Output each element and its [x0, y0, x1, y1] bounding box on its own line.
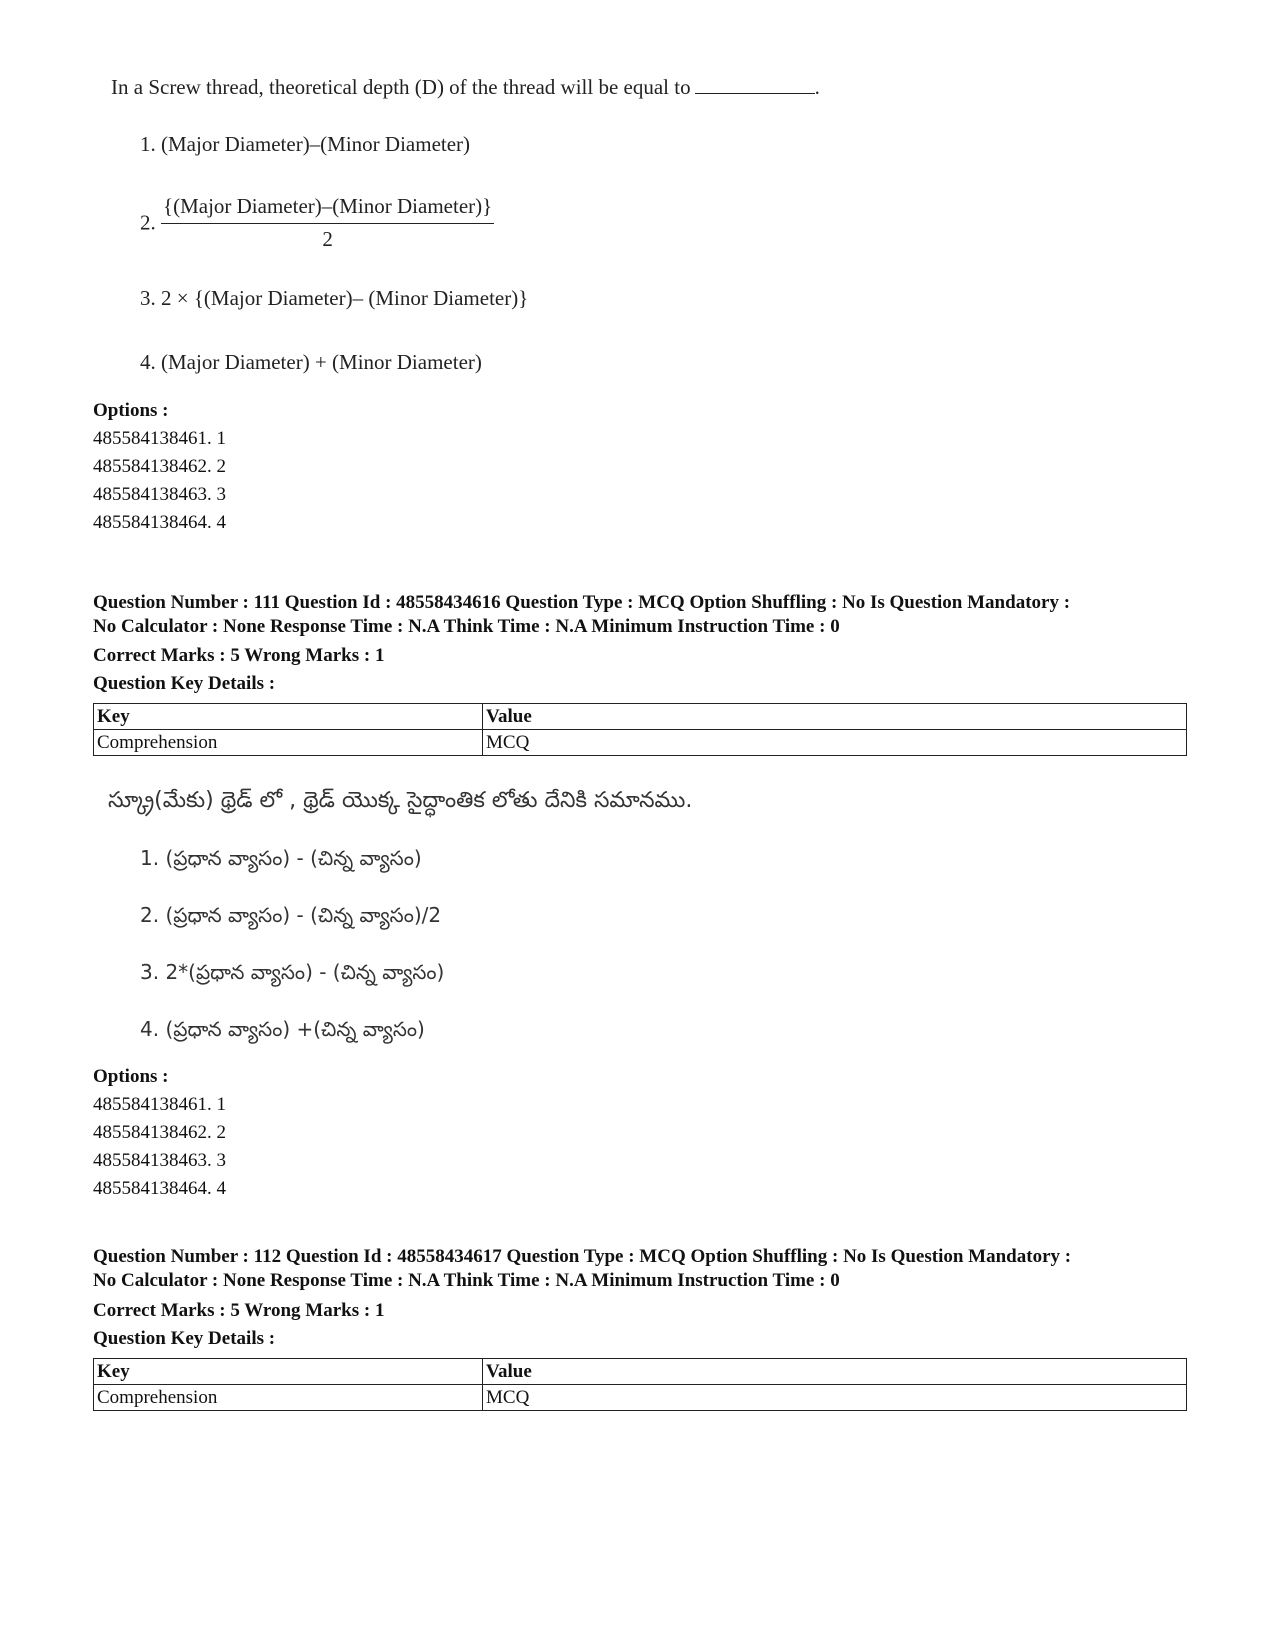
formula-option-3: 3. 2 × {(Major Diameter)– (Minor Diameter)} — [140, 286, 529, 310]
marks-111: Correct Marks : 5 Wrong Marks : 1 — [93, 645, 385, 666]
option-id-2: 485584138462. 2 — [93, 1122, 226, 1143]
table-header-value: Value — [483, 704, 1187, 730]
table-header-key: Key — [94, 704, 483, 730]
key-details-label-111: Question Key Details : — [93, 673, 276, 694]
key-details-table-112 — [93, 1358, 1187, 1411]
formula-option-1: 1. (Major Diameter)–(Minor Diameter) — [140, 132, 471, 156]
marks-112: Correct Marks : 5 Wrong Marks : 1 — [93, 1300, 385, 1321]
key-details-table-111 — [93, 703, 1187, 756]
key-details-label-112: Question Key Details : — [93, 1328, 276, 1349]
table-cell-key: Comprehension — [94, 730, 483, 756]
table-cell-value: MCQ — [483, 730, 1187, 756]
fraction: $\frac{\text{\{(Major Diameter)–(Minor Diameter)\}}}{2}$ — [163, 194, 493, 251]
options-label: Options : — [93, 400, 169, 421]
option-id-1: 485584138461. 1 — [93, 428, 226, 449]
option-id-1: 485584138461. 1 — [93, 1094, 226, 1115]
question-meta-111: Question Number : 111 Question Id : 48558434616 Question Type : MCQ Option Shuffling : No Is Question Mandatory : No Calculator : None Response Time : N.A Think Time : N.A Minimum Instruction Time : 0 — [93, 592, 1071, 637]
option-id-3: 485584138463. 3 — [93, 484, 226, 505]
formula-option-2: 2. $\frac{\text{\{(Major Diameter)–(Minor Diameter)\}}}{2}$ — [140, 194, 493, 251]
table-row — [94, 730, 1187, 756]
table-header-value: Value — [483, 1359, 1187, 1385]
telugu-option-1: 1. (ప్రధాన వ్యాసం) - (చిన్న వ్యాసం) — [140, 846, 422, 870]
option-id-2: 485584138462. 2 — [93, 456, 226, 477]
answer-blank — [695, 75, 815, 94]
telugu-question-text: స్క్రూ(మేకు) థ్రెడ్ లో , థ్రెడ్ యొక్క సైద్ధాంతిక లోతు దేనికి సమానము. — [108, 788, 693, 813]
option-id-3: 485584138463. 3 — [93, 1150, 226, 1171]
option-id-4: 485584138464. 4 — [93, 512, 226, 533]
telugu-option-4: 4. (ప్రధాన వ్యాసం) +(చిన్న వ్యాసం) — [140, 1017, 425, 1041]
formula-option-4: 4. (Major Diameter) + (Minor Diameter) — [140, 350, 482, 374]
question-text: In a Screw thread, theoretical depth (D) of the thread will be equal to . — [111, 75, 820, 99]
table-cell-value: MCQ — [483, 1385, 1187, 1411]
table-header-key: Key — [94, 1359, 483, 1385]
table-row — [94, 1385, 1187, 1411]
option-id-4: 485584138464. 4 — [93, 1178, 226, 1199]
options-label: Options : — [93, 1066, 169, 1087]
telugu-option-2: 2. (ప్రధాన వ్యాసం) - (చిన్న వ్యాసం)/2 — [140, 903, 442, 927]
table-header-row — [94, 1359, 1187, 1385]
question-meta-112: Question Number : 112 Question Id : 48558434617 Question Type : MCQ Option Shuffling : No Is Question Mandatory : No Calculator : None Response Time : N.A Think Time : N.A Minimum Instruction Time : 0 — [93, 1246, 1072, 1291]
telugu-option-3: 3. 2*(ప్రధాన వ్యాసం) - (చిన్న వ్యాసం) — [140, 960, 445, 984]
table-header-row — [94, 704, 1187, 730]
table-cell-key: Comprehension — [94, 1385, 483, 1411]
